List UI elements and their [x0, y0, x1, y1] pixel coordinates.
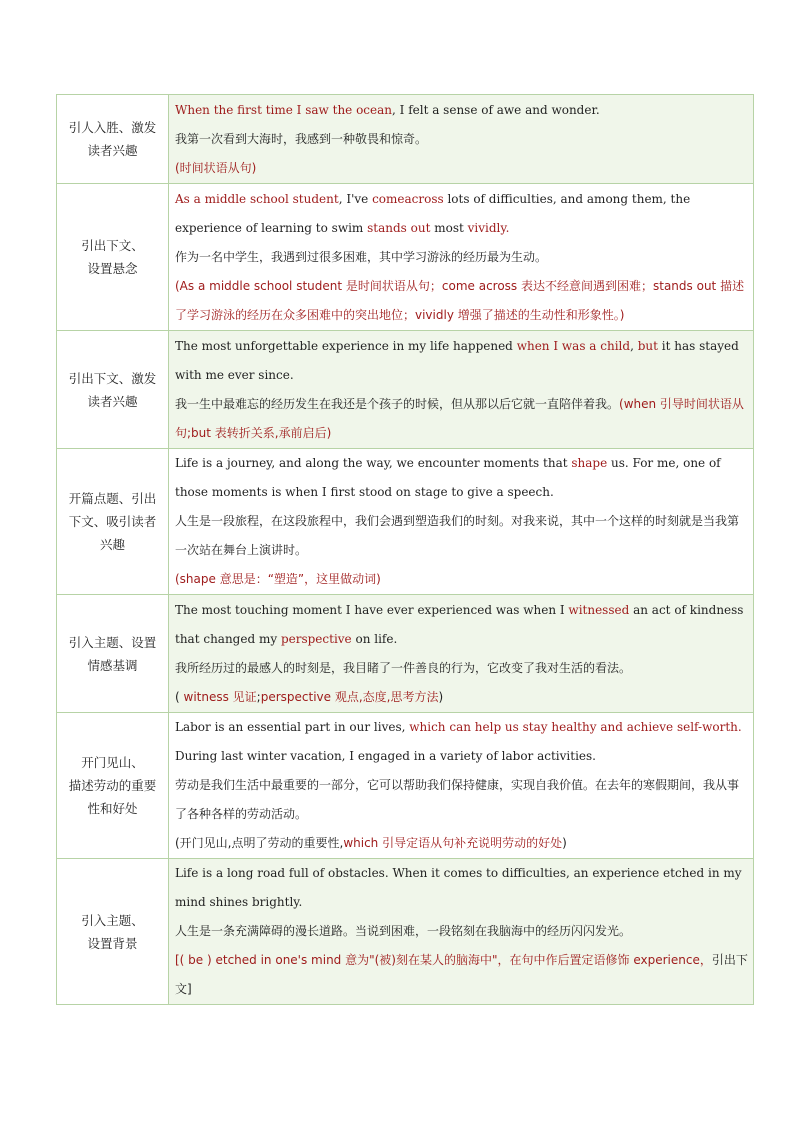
- row-label: [57, 909, 168, 955]
- row-label-line: 引入主题、: [81, 912, 144, 928]
- en-segment: most: [430, 220, 468, 235]
- row-label-cell: [57, 859, 169, 1005]
- row-label-cell: [57, 449, 169, 595]
- en-segment: which can help us stay healthy and achieve self-worth.: [409, 720, 742, 734]
- row-label-cell: [57, 184, 169, 331]
- note-segment: which 引导定语从句补充说明劳动的好处: [343, 836, 563, 850]
- note-segment: ): [438, 689, 444, 704]
- zh-text: 我第一次看到大海时，我感到一种敬畏和惊奇。: [175, 131, 428, 146]
- note-segment: (: [175, 689, 184, 704]
- english-sentence: [175, 332, 749, 390]
- table-row: [57, 331, 754, 449]
- english-sentence: [175, 96, 749, 125]
- row-label-line: 引出下文、激发: [68, 370, 157, 386]
- english-sentence: [175, 596, 749, 654]
- row-label-line: 开篇点题、引出: [68, 491, 157, 506]
- row-content-cell: [169, 713, 754, 859]
- en-segment: The most unforgettable experience in my life happened: [175, 338, 517, 353]
- row-label: [57, 487, 168, 556]
- en-segment: Labor is an essential part in our lives,: [175, 720, 410, 734]
- en-segment: stands out: [367, 220, 431, 235]
- zh-text: 我一生中最难忘的经历发生在我还是个孩子的时候，但从那以后它就一直陪伴着我。: [175, 396, 620, 411]
- grammar-note: [175, 565, 749, 594]
- note-segment: (As a middle school student 是时间状语从句；come across 表达不经意间遇到困难；stands out 描述了学习游泳的经历在众多困难中的突出地位；vividly 增强了描述的生动性和形象性。): [175, 278, 745, 322]
- en-segment: vividly.: [467, 220, 510, 235]
- note-segment: (when 引导时间状语从句;but 表转折关系,承前启后): [175, 396, 744, 440]
- chinese-translation: [175, 507, 749, 565]
- english-sentence: [175, 713, 749, 771]
- grammar-note: [175, 946, 749, 1004]
- en-segment: on life.: [351, 631, 398, 646]
- row-label-line: 引出下文、: [81, 238, 144, 253]
- grammar-note: [175, 272, 749, 330]
- zh-text: 人生是一段旅程，在这段旅程中，我们会遇到塑造我们的时刻。对我来说，其中一个这样的时刻就是当我第一次站在舞台上演讲时。: [175, 514, 740, 557]
- note-segment: (shape 意思是：“塑造”，这里做动词): [175, 572, 381, 586]
- grammar-note: [175, 683, 749, 712]
- chinese-translation: [175, 243, 749, 272]
- en-segment: When the first time I saw the ocean: [175, 102, 393, 117]
- chinese-translation: [175, 771, 749, 829]
- row-label: [57, 116, 168, 162]
- en-segment: , I've: [338, 191, 373, 206]
- en-segment: Life is a long road full of obstacles. When it comes to difficulties, an experience etched in my mind shines brightly.: [175, 866, 742, 909]
- english-sentence: [175, 859, 749, 917]
- row-label-cell: [57, 95, 169, 184]
- table-row: [57, 184, 754, 331]
- en-segment: ,: [630, 338, 638, 353]
- note-segment: (时间状语从句): [175, 160, 257, 175]
- table-row: [57, 713, 754, 859]
- zh-text: 劳动是我们生活中最重要的一部分，它可以帮助我们保持健康，实现自我价值。在去年的寒假期间，我从事了各种各样的劳动活动。: [175, 778, 740, 821]
- row-content-cell: [169, 331, 754, 449]
- en-segment: witnessed: [568, 602, 630, 617]
- row-label-line: 引入主题、设置: [68, 634, 157, 650]
- zh-text: 作为一名中学生，我遇到过很多困难，其中学习游泳的经历最为生动。: [175, 249, 548, 264]
- en-segment: comeacross: [372, 191, 444, 206]
- grammar-note: [175, 154, 749, 183]
- phrase-table: [56, 94, 754, 1005]
- en-segment: As a middle school student: [175, 191, 339, 206]
- en-segment: when I was a child: [516, 338, 631, 353]
- row-label-line: 设置悬念: [87, 261, 138, 276]
- row-content-cell: [169, 859, 754, 1005]
- row-label-cell: [57, 331, 169, 449]
- chinese-translation: [175, 654, 749, 683]
- row-label-cell: [57, 595, 169, 713]
- chinese-translation: [175, 125, 749, 154]
- note-segment: [( be ) etched in one's mind 意为"(被)刻在某人的脑海中"，在句中作后置定语修饰 experience，: [175, 953, 712, 967]
- english-sentence: [175, 449, 749, 507]
- note-segment: 引出下文]: [175, 953, 748, 996]
- en-segment: but: [637, 338, 658, 353]
- en-segment: Life is a journey, and along the way, we encounter moments that: [175, 456, 572, 470]
- chinese-translation: [175, 390, 749, 448]
- table-body: [57, 95, 754, 1005]
- en-segment: perspective: [280, 631, 352, 646]
- row-label-line: 开门见山、: [81, 755, 144, 770]
- row-label: [57, 751, 168, 820]
- row-label-line: 引人入胜、激发: [68, 120, 157, 135]
- table-row: [57, 595, 754, 713]
- row-content-cell: [169, 184, 754, 331]
- row-label: [57, 367, 168, 413]
- row-label-line: 描述劳动的重要: [68, 778, 157, 793]
- note-segment: ): [562, 836, 567, 850]
- row-label-line: 读者兴趣: [87, 393, 138, 409]
- note-segment: ;: [256, 689, 261, 704]
- row-content-cell: [169, 449, 754, 595]
- row-label: [57, 631, 168, 677]
- row-label-line: 下文、吸引读者: [68, 514, 157, 529]
- row-label-line: 情感基调: [87, 657, 138, 673]
- note-segment: witness 见证: [183, 689, 257, 704]
- row-label: [57, 234, 168, 280]
- row-content-cell: [169, 95, 754, 184]
- en-segment: us. For me, one of those moments is when I first stood on stage to give a speech.: [175, 456, 721, 499]
- note-segment: perspective 观点,态度,思考方法: [260, 689, 439, 704]
- en-segment: The most touching moment I have ever experienced was when I: [175, 602, 569, 617]
- english-sentence: [175, 185, 749, 243]
- row-label-line: 读者兴趣: [87, 143, 138, 158]
- en-segment: , I felt a sense of awe and wonder.: [392, 102, 600, 117]
- en-segment: it has stayed with me ever since.: [175, 338, 739, 382]
- table-row: [57, 449, 754, 595]
- en-segment: lots of difficulties, and among them, the experience of learning to swim: [175, 191, 691, 235]
- chinese-translation: [175, 917, 749, 946]
- note-segment: (开门见山,点明了劳动的重要性,: [175, 836, 344, 850]
- row-label-line: 性和好处: [87, 801, 138, 816]
- row-label-cell: [57, 713, 169, 859]
- grammar-note: [175, 829, 749, 858]
- row-content-cell: [169, 595, 754, 713]
- zh-text: 我所经历过的最感人的时刻是，我目睹了一件善良的行为，它改变了我对生活的看法。: [175, 660, 632, 675]
- row-label-line: 设置背景: [87, 935, 138, 951]
- table-row: [57, 859, 754, 1005]
- zh-text: 人生是一条充满障碍的漫长道路。当说到困难，一段铭刻在我脑海中的经历闪闪发光。: [175, 924, 632, 938]
- row-label-line: 兴趣: [99, 537, 125, 552]
- table-row: [57, 95, 754, 184]
- en-segment: shape: [571, 456, 608, 470]
- en-segment: During last winter vacation, I engaged in a variety of labor activities.: [175, 749, 596, 763]
- en-segment: an act of kindness that changed my: [175, 602, 744, 646]
